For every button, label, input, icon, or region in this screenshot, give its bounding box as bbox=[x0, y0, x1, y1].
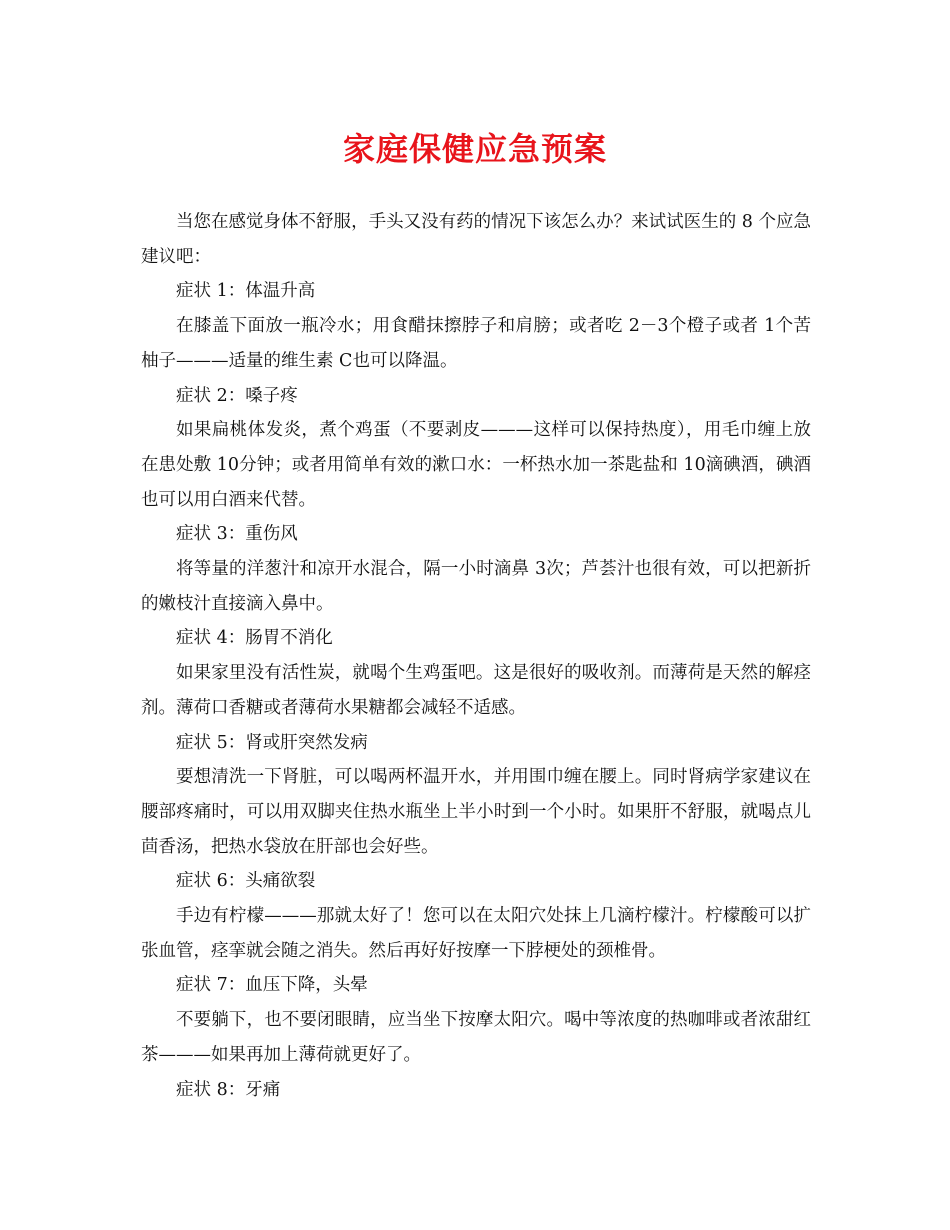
symptom-4-heading: 症状 4：肠胃不消化 bbox=[176, 628, 333, 649]
symptom-1-advice: 在膝盖下面放一瓶冷水；用食醋抹擦脖子和肩膀；或者吃 2－3个橙子或者 1个苦柚子———适量的维生素 C也可以降温。 bbox=[141, 316, 811, 371]
document-title: 家庭保健应急预案 bbox=[342, 130, 607, 168]
symptom-2-advice: 如果扁桃体发炎，煮个鸡蛋（不要剥皮———这样可以保持热度），用毛巾缠上放在患处敷 10分钟；或者用简单有效的漱口水：一杯热水加一茶匙盐和 10滴碘酒，碘酒也可以用白酒来代替。 bbox=[141, 420, 811, 510]
symptom-3-heading: 症状 3：重伤风 bbox=[176, 524, 298, 545]
symptom-4-advice: 如果家里没有活性炭，就喝个生鸡蛋吧。这是很好的吸收剂。而薄荷是天然的解痉剂。薄荷口香糖或者薄荷水果糖都会减轻不适感。 bbox=[141, 663, 811, 718]
symptom-8-heading: 症状 8：牙痛 bbox=[176, 1079, 281, 1100]
document-body bbox=[141, 205, 811, 1107]
symptom-5-advice: 要想清洗一下肾脏，可以喝两杯温开水，并用围巾缠在腰上。同时肾病学家建议在腰部疼痛时，可以用双脚夹住热水瓶坐上半小时到一个小时。如果肝不舒服，就喝点儿茴香汤，把热水袋放在肝部也会好些。 bbox=[141, 767, 811, 857]
symptom-5-heading: 症状 5：肾或肝突然发病 bbox=[176, 732, 368, 753]
symptom-6-advice: 手边有柠檬———那就太好了！您可以在太阳穴处抹上几滴柠檬汁。柠檬酸可以扩张血管，痉挛就会随之消失。然后再好好按摩一下脖梗处的颈椎骨。 bbox=[141, 906, 811, 961]
symptom-3-advice: 将等量的洋葱汁和凉开水混合，隔一小时滴鼻 3次；芦荟汁也很有效，可以把新折的嫩枝汁直接滴入鼻中。 bbox=[141, 559, 811, 614]
symptom-1-heading: 症状 1：体温升高 bbox=[176, 281, 316, 302]
symptom-2-heading: 症状 2：嗓子疼 bbox=[176, 385, 298, 406]
symptom-7-heading: 症状 7：血压下降，头晕 bbox=[176, 975, 368, 996]
intro-paragraph: 当您在感觉身体不舒服，手头又没有药的情况下该怎么办？来试试医生的 8 个应急建议吧： bbox=[141, 212, 811, 267]
symptom-6-heading: 症状 6：头痛欲裂 bbox=[176, 871, 316, 892]
symptom-7-advice: 不要躺下，也不要闭眼睛，应当坐下按摩太阳穴。喝中等浓度的热咖啡或者浓甜红茶———如果再加上薄荷就更好了。 bbox=[141, 1010, 811, 1065]
